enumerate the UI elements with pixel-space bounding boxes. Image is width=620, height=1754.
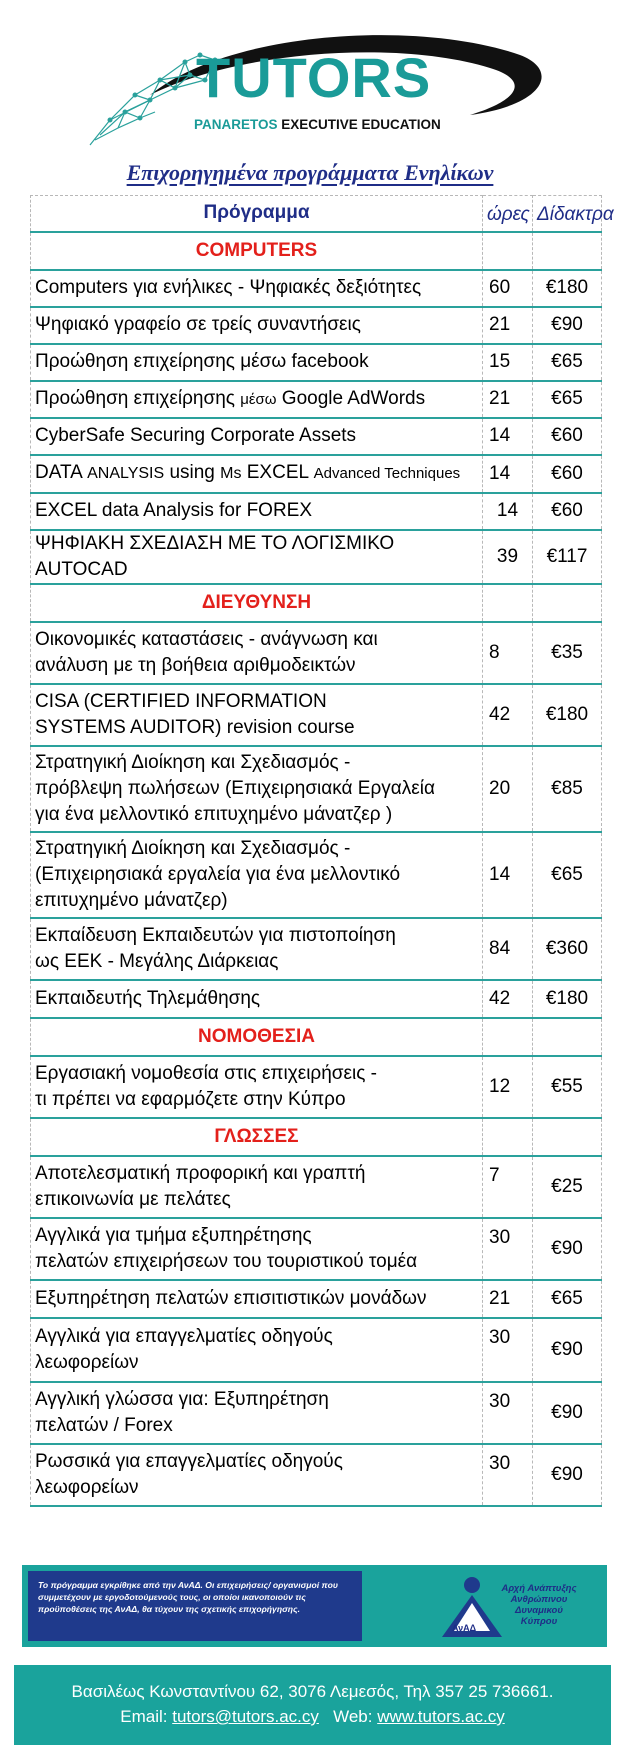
program-name-line: CISA (CERTIFIED INFORMATION xyxy=(35,690,327,712)
program-fee: €90 xyxy=(533,307,602,344)
program-fee: €55 xyxy=(533,1056,602,1118)
table-row xyxy=(31,1318,602,1382)
program-name-line: επιτυχημένο μάνατζερ) xyxy=(35,889,228,911)
program-name: ΨΗΦΙΑΚΗ ΣΧΕΔΙΑΣΗ ΜΕ ΤΟ ΛΟΓΙΣΜΙΚΟ AUTOCAD xyxy=(31,530,483,584)
program-name-part: EXCEL xyxy=(241,462,314,483)
program-fee: €65 xyxy=(533,1280,602,1318)
program-name xyxy=(31,1382,483,1444)
table-row xyxy=(31,1156,602,1218)
program-name-part: Προώθηση επιχείρησης xyxy=(35,387,241,409)
program-fee: €180 xyxy=(533,270,602,307)
program-fee: €180 xyxy=(533,980,602,1018)
program-hours: 14 xyxy=(483,493,533,530)
program-fee: €90 xyxy=(533,1318,602,1382)
footer-contacts xyxy=(14,1704,611,1729)
program-hours: 42 xyxy=(483,980,533,1018)
table-row xyxy=(31,746,602,832)
program-hours: 21 xyxy=(483,381,533,418)
program-fee: €90 xyxy=(533,1218,602,1280)
program-name-line: Στρατηγική Διοίκηση και Σχεδιασμός - xyxy=(35,837,351,859)
program-name-line: Στρατηγική Διοίκηση και Σχεδιασμός - xyxy=(35,751,351,773)
table-row xyxy=(31,1280,602,1318)
program-hours: 30 xyxy=(483,1318,533,1382)
program-name-line: λεωφορείων xyxy=(35,1476,139,1498)
contact-footer xyxy=(14,1665,611,1745)
program-fee: €60 xyxy=(533,493,602,530)
table-row xyxy=(31,980,602,1018)
table-row xyxy=(31,1444,602,1506)
table-row xyxy=(31,1218,602,1280)
header-program: Πρόγραμμα xyxy=(31,196,483,232)
anad-org-name xyxy=(484,1583,594,1627)
program-name-line: Αγγλικά για επαγγελματίες οδηγούς xyxy=(35,1325,333,1347)
anad-org-line: Αρχή Ανάπτυξης xyxy=(501,1583,577,1594)
program-name-line: SYSTEMS AUDITOR) revision course xyxy=(35,716,355,738)
program-name-part: Advanced Techniques xyxy=(313,465,461,482)
program-name-line: λεωφορείων xyxy=(35,1351,139,1373)
program-name xyxy=(31,381,483,418)
program-hours: 15 xyxy=(483,344,533,381)
program-fee: €85 xyxy=(533,746,602,832)
table-row xyxy=(31,530,602,584)
brand-subtitle xyxy=(194,118,441,132)
program-name-line: ως ΕΕΚ - Μεγάλης Διάρκειας xyxy=(35,950,279,972)
web-label: Web: xyxy=(333,1707,378,1726)
program-name-line: Οικονομικές καταστάσεις - ανάγνωση και xyxy=(35,628,378,650)
email-label: Email: xyxy=(120,1707,173,1726)
program-hours: 84 xyxy=(483,918,533,980)
program-name xyxy=(31,684,483,746)
programs-table xyxy=(30,195,614,1507)
program-fee: €60 xyxy=(533,455,602,493)
program-hours: 60 xyxy=(483,270,533,307)
program-fee: €25 xyxy=(533,1156,602,1218)
anad-org-line: Ανθρώπινου xyxy=(510,1594,568,1605)
brand-subtitle-part1: PANARETOS xyxy=(194,117,278,132)
table-row xyxy=(31,455,602,493)
program-fee: €35 xyxy=(533,622,602,684)
table-row xyxy=(31,270,602,307)
program-hours: 14 xyxy=(483,455,533,493)
program-fee: €65 xyxy=(533,381,602,418)
program-name: Προώθηση επιχείρησης μέσω facebook xyxy=(31,344,483,381)
table-row xyxy=(31,381,602,418)
program-name-line: για ένα μελλοντικό επιτυχημένο μάνατζερ ) xyxy=(35,803,393,825)
email-link[interactable]: tutors@tutors.ac.cy xyxy=(172,1707,319,1726)
section-title-computers: COMPUTERS xyxy=(31,232,483,270)
program-name-line: πελατών επιχειρήσεων του τουριστικού τομέα xyxy=(35,1250,418,1272)
program-fee: €180 xyxy=(533,684,602,746)
program-name-line: τι πρέπει να εφαρμόζετε στην Κύπρο xyxy=(35,1088,346,1110)
table-row xyxy=(31,918,602,980)
table-row xyxy=(31,493,602,530)
anad-org-line: Κύπρου xyxy=(520,1616,558,1627)
program-name-line: Ρωσσικά για επαγγελματίες οδηγούς xyxy=(35,1450,343,1472)
brand-subtitle-part2: EXECUTIVE EDUCATION xyxy=(281,117,441,132)
program-name: Ψηφιακό γραφείο σε τρείς συναντήσεις xyxy=(31,307,483,344)
program-name-part: ANALYSIS xyxy=(87,465,165,482)
program-hours: 21 xyxy=(483,1280,533,1318)
program-name-line: Εργασιακή νομοθεσία στις επιχειρήσεις - xyxy=(35,1062,377,1084)
table-row xyxy=(31,622,602,684)
table-row xyxy=(31,418,602,455)
program-fee: €60 xyxy=(533,418,602,455)
table-row xyxy=(31,684,602,746)
section-row xyxy=(31,1018,602,1056)
program-name: Εκπαιδευτής Τηλεμάθησης xyxy=(31,980,483,1018)
program-name-line: Αγγλικά για τμήμα εξυπηρέτησης xyxy=(35,1224,312,1246)
program-hours: 8 xyxy=(483,622,533,684)
program-hours: 30 xyxy=(483,1218,533,1280)
table-row xyxy=(31,307,602,344)
approval-banner xyxy=(22,1565,607,1647)
program-hours: 20 xyxy=(483,746,533,832)
program-name xyxy=(31,1318,483,1382)
program-name-line: Αποτελεσματική προφορική και γραπτή xyxy=(35,1162,366,1184)
program-hours: 21 xyxy=(483,307,533,344)
program-hours: 30 xyxy=(483,1382,533,1444)
program-name xyxy=(31,1156,483,1218)
program-hours: 42 xyxy=(483,684,533,746)
program-name xyxy=(31,832,483,918)
program-hours: 12 xyxy=(483,1056,533,1118)
table-row xyxy=(31,1056,602,1118)
table-row xyxy=(31,832,602,918)
program-name xyxy=(31,455,483,493)
program-hours: 14 xyxy=(483,832,533,918)
program-name-part: using xyxy=(164,462,221,483)
program-name-part: Ms xyxy=(220,465,242,482)
program-hours: 14 xyxy=(483,418,533,455)
program-name: Computers για ενήλικες - Ψηφιακές δεξιότητες xyxy=(31,270,483,307)
program-name xyxy=(31,1444,483,1506)
tutors-logo xyxy=(0,0,620,150)
approval-text: Το πρόγραμμα εγκρίθηκε από την ΑνΑΔ. Οι επιχειρήσεις/ οργανισμοί που συμμετέχουν με εργοδοτούμενούς τους, οι οποίοι ικανοποιούν τις προϋποθέσεις της ΑνΑΔ, θα τύχουν της σχετικής επιχορήγησης. xyxy=(28,1571,362,1641)
program-fee: €117 xyxy=(533,530,602,584)
program-fee: €90 xyxy=(533,1444,602,1506)
section-title-languages: ΓΛΩΣΣΕΣ xyxy=(31,1118,483,1156)
header-fees: Δίδακτρα xyxy=(533,196,602,232)
header-hours: ώρες xyxy=(483,196,533,232)
program-name-part: DATA xyxy=(35,462,88,483)
table-header-row xyxy=(31,196,602,232)
section-row xyxy=(31,1118,602,1156)
footer-address: Βασιλέως Κωνσταντίνου 62, 3076 Λεμεσός, Τηλ 357 25 736661. xyxy=(71,1682,554,1701)
brand-name: TUTORS xyxy=(196,46,432,109)
section-row xyxy=(31,232,602,270)
program-name-line: πρόβλεψη πωλήσεων (Επιχειρησιακά Εργαλεία xyxy=(35,777,435,799)
program-name-line: ανάλυση με τη βοήθεια αριθμοδεικτών xyxy=(35,654,356,676)
section-title-management: ΔΙΕΥΘΥΝΣΗ xyxy=(31,584,483,622)
program-hours: 7 xyxy=(483,1156,533,1218)
program-name xyxy=(31,1056,483,1118)
table-row xyxy=(31,344,602,381)
page-title: Επιχορηγημένα προγράμματα Ενηλίκων xyxy=(126,160,494,185)
program-name xyxy=(31,1218,483,1280)
program-name xyxy=(31,622,483,684)
anad-abbr: ΑνΑΔ xyxy=(452,1623,477,1633)
program-name: CyberSafe Securing Corporate Assets xyxy=(31,418,483,455)
web-link[interactable]: www.tutors.ac.cy xyxy=(377,1707,505,1726)
program-name-part: Google AdWords xyxy=(276,387,426,409)
program-name-part: μέσω xyxy=(240,390,277,408)
section-row xyxy=(31,584,602,622)
program-name: Εξυπηρέτηση πελατών επισιτιστικών μονάδων xyxy=(31,1280,483,1318)
table-row xyxy=(31,1382,602,1444)
program-name-line: Αγγλική γλώσσα για: Εξυπηρέτηση xyxy=(35,1388,329,1410)
program-name-line: Εκπαίδευση Εκπαιδευτών για πιστοποίηση xyxy=(35,924,396,946)
program-name-line: (Επιχειρησιακά εργαλεία για ένα μελλοντικό xyxy=(35,863,401,885)
program-name-line: επικοινωνία με πελάτες xyxy=(35,1188,231,1210)
program-name xyxy=(31,746,483,832)
program-fee: €65 xyxy=(533,344,602,381)
program-name: EXCEL data Analysis for FOREX xyxy=(31,493,483,530)
program-fee: €360 xyxy=(533,918,602,980)
section-title-legislation: ΝΟΜΟΘΕΣΙΑ xyxy=(31,1018,483,1056)
program-hours: 39 xyxy=(483,530,533,584)
program-name xyxy=(31,918,483,980)
program-hours: 30 xyxy=(483,1444,533,1506)
program-fee: €90 xyxy=(533,1382,602,1444)
program-fee: €65 xyxy=(533,832,602,918)
program-name-line: πελατών / Forex xyxy=(35,1414,173,1436)
anad-org-line: Δυναμικού xyxy=(515,1605,563,1616)
